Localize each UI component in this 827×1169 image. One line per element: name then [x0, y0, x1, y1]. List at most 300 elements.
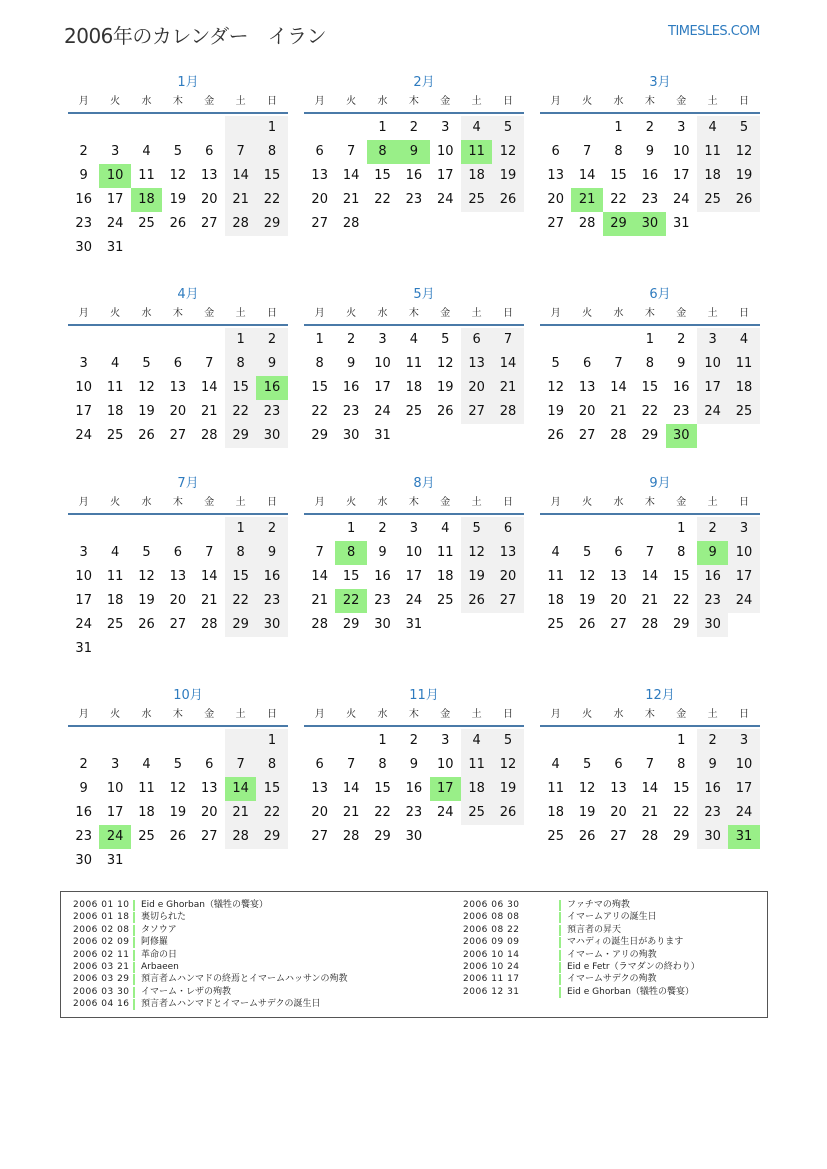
day-cell[interactable]: 26 — [461, 589, 492, 613]
day-cell[interactable]: 3 — [677, 120, 686, 135]
day-cell[interactable]: 6 — [315, 757, 324, 772]
day-cell[interactable]: 20 — [610, 593, 627, 608]
day-cell[interactable]: 18 — [436, 569, 454, 584]
day-cell[interactable]: 12 — [138, 380, 155, 395]
day-cell[interactable]: 28 — [641, 829, 659, 844]
day-cell[interactable]: 30 — [75, 240, 92, 255]
day-cell[interactable]: 28 — [578, 216, 596, 231]
day-cell[interactable]: 26 — [436, 404, 454, 419]
day-cell[interactable]: 13 — [578, 380, 596, 395]
day-cell[interactable]: 26 — [578, 617, 596, 632]
day-cell[interactable]: 1 — [256, 116, 287, 140]
day-cell[interactable]: 6 — [492, 517, 523, 541]
day-cell[interactable]: 19 — [436, 380, 454, 395]
day-cell[interactable]: 28 — [342, 216, 360, 231]
day-cell[interactable]: 14 — [641, 781, 659, 796]
day-cell[interactable]: 11 — [405, 356, 423, 371]
day-cell[interactable]: 15 — [225, 565, 256, 589]
day-cell[interactable]: 19 — [138, 593, 155, 608]
day-cell[interactable]: 29 — [342, 617, 360, 632]
day-cell[interactable]: 29 — [374, 829, 391, 844]
day-cell[interactable]: 1 — [378, 733, 387, 748]
day-cell[interactable]: 14 — [311, 569, 328, 584]
day-cell[interactable]: 26 — [492, 801, 523, 825]
day-cell[interactable]: 21 — [342, 192, 360, 207]
day-cell[interactable]: 10 — [697, 352, 728, 376]
day-cell[interactable]: 23 — [256, 589, 287, 613]
day-cell[interactable]: 3 — [409, 521, 418, 536]
day-cell[interactable]: 10 — [75, 569, 92, 584]
day-cell[interactable]: 28 — [311, 617, 328, 632]
day-cell[interactable]: 15 — [610, 168, 627, 183]
day-cell[interactable]: 10 — [106, 781, 124, 796]
day-cell[interactable]: 7 — [346, 144, 356, 159]
day-cell[interactable]: 18 — [138, 805, 155, 820]
day-cell[interactable]: 4 — [697, 116, 728, 140]
day-cell[interactable]: 27 — [169, 617, 187, 632]
day-cell[interactable]: 15 — [672, 569, 690, 584]
day-cell[interactable]: 7 — [315, 545, 324, 560]
day-cell[interactable]: 4 — [461, 116, 492, 140]
day-cell[interactable]: 1 — [225, 328, 256, 352]
day-cell[interactable]: 15 — [256, 164, 287, 188]
day-cell[interactable]: 23 — [405, 805, 423, 820]
day-cell[interactable]: 26 — [138, 428, 155, 443]
day-cell[interactable]: 4 — [409, 332, 418, 347]
day-cell[interactable]: 24 — [728, 589, 759, 613]
day-cell[interactable]: 22 — [672, 805, 690, 820]
day-cell[interactable]: 20 — [578, 404, 596, 419]
day-cell[interactable]: 7 — [205, 545, 214, 560]
day-cell[interactable]: 25 — [461, 188, 492, 212]
day-cell[interactable]: 23 — [641, 192, 659, 207]
day-cell[interactable]: 20 — [547, 192, 564, 207]
holiday-day-cell[interactable]: 21 — [571, 188, 602, 212]
day-cell[interactable]: 16 — [641, 168, 659, 183]
day-cell[interactable]: 16 — [342, 380, 360, 395]
day-cell[interactable]: 30 — [405, 829, 423, 844]
day-cell[interactable]: 8 — [315, 356, 324, 371]
day-cell[interactable]: 5 — [582, 757, 592, 772]
day-cell[interactable]: 12 — [169, 781, 187, 796]
day-cell[interactable]: 29 — [672, 617, 690, 632]
day-cell[interactable]: 13 — [311, 168, 328, 183]
day-cell[interactable]: 4 — [728, 328, 759, 352]
day-cell[interactable]: 30 — [697, 825, 728, 849]
day-cell[interactable]: 10 — [75, 380, 92, 395]
day-cell[interactable]: 22 — [225, 589, 256, 613]
day-cell[interactable]: 15 — [256, 777, 287, 801]
day-cell[interactable]: 18 — [547, 805, 564, 820]
day-cell[interactable]: 18 — [461, 777, 492, 801]
day-cell[interactable]: 1 — [346, 521, 356, 536]
day-cell[interactable]: 13 — [200, 168, 218, 183]
day-cell[interactable]: 30 — [75, 853, 92, 868]
day-cell[interactable]: 31 — [106, 853, 124, 868]
day-cell[interactable]: 29 — [225, 424, 256, 448]
day-cell[interactable]: 14 — [225, 164, 256, 188]
day-cell[interactable]: 21 — [200, 593, 218, 608]
day-cell[interactable]: 4 — [461, 729, 492, 753]
day-cell[interactable]: 13 — [169, 569, 187, 584]
day-cell[interactable]: 15 — [641, 380, 659, 395]
day-cell[interactable]: 1 — [614, 120, 623, 135]
day-cell[interactable]: 5 — [173, 144, 182, 159]
day-cell[interactable]: 15 — [225, 376, 256, 400]
day-cell[interactable]: 10 — [728, 541, 759, 565]
day-cell[interactable]: 3 — [728, 517, 759, 541]
day-cell[interactable]: 26 — [138, 617, 155, 632]
day-cell[interactable]: 25 — [138, 829, 155, 844]
day-cell[interactable]: 25 — [106, 617, 124, 632]
day-cell[interactable]: 1 — [677, 521, 686, 536]
day-cell[interactable]: 28 — [200, 617, 218, 632]
day-cell[interactable]: 22 — [374, 192, 391, 207]
day-cell[interactable]: 27 — [169, 428, 187, 443]
day-cell[interactable]: 2 — [645, 120, 654, 135]
day-cell[interactable]: 23 — [697, 589, 728, 613]
day-cell[interactable]: 7 — [225, 140, 256, 164]
day-cell[interactable]: 2 — [346, 332, 356, 347]
day-cell[interactable]: 29 — [256, 825, 287, 849]
day-cell[interactable]: 8 — [378, 757, 387, 772]
day-cell[interactable]: 20 — [169, 593, 187, 608]
day-cell[interactable]: 27 — [311, 216, 328, 231]
day-cell[interactable]: 5 — [142, 545, 151, 560]
day-cell[interactable]: 17 — [374, 380, 391, 395]
day-cell[interactable]: 17 — [436, 168, 454, 183]
holiday-day-cell[interactable]: 18 — [131, 188, 162, 212]
day-cell[interactable]: 26 — [169, 829, 187, 844]
day-cell[interactable]: 12 — [461, 541, 492, 565]
day-cell[interactable]: 27 — [492, 589, 523, 613]
day-cell[interactable]: 9 — [409, 757, 418, 772]
day-cell[interactable]: 13 — [610, 569, 627, 584]
day-cell[interactable]: 31 — [374, 428, 391, 443]
day-cell[interactable]: 18 — [405, 380, 423, 395]
day-cell[interactable]: 24 — [75, 428, 92, 443]
day-cell[interactable]: 26 — [578, 829, 596, 844]
day-cell[interactable]: 4 — [110, 356, 120, 371]
holiday-day-cell[interactable]: 9 — [697, 541, 728, 565]
day-cell[interactable]: 27 — [610, 617, 627, 632]
day-cell[interactable]: 28 — [200, 428, 218, 443]
day-cell[interactable]: 5 — [551, 356, 560, 371]
day-cell[interactable]: 28 — [225, 825, 256, 849]
day-cell[interactable]: 29 — [311, 428, 328, 443]
day-cell[interactable]: 15 — [672, 781, 690, 796]
day-cell[interactable]: 21 — [311, 593, 328, 608]
holiday-day-cell[interactable]: 30 — [666, 424, 697, 448]
day-cell[interactable]: 2 — [409, 120, 418, 135]
day-cell[interactable]: 24 — [75, 617, 92, 632]
day-cell[interactable]: 17 — [106, 805, 124, 820]
day-cell[interactable]: 17 — [728, 777, 759, 801]
day-cell[interactable]: 30 — [256, 424, 287, 448]
day-cell[interactable]: 24 — [436, 805, 454, 820]
day-cell[interactable]: 19 — [728, 164, 759, 188]
day-cell[interactable]: 2 — [677, 332, 686, 347]
day-cell[interactable]: 22 — [374, 805, 391, 820]
day-cell[interactable]: 9 — [79, 781, 88, 796]
day-cell[interactable]: 20 — [200, 805, 218, 820]
day-cell[interactable]: 18 — [106, 593, 124, 608]
day-cell[interactable]: 7 — [614, 356, 623, 371]
day-cell[interactable]: 19 — [492, 164, 523, 188]
day-cell[interactable]: 20 — [610, 805, 627, 820]
day-cell[interactable]: 17 — [75, 404, 92, 419]
day-cell[interactable]: 28 — [492, 400, 523, 424]
day-cell[interactable]: 14 — [200, 569, 218, 584]
day-cell[interactable]: 8 — [677, 757, 686, 772]
day-cell[interactable]: 12 — [436, 356, 454, 371]
day-cell[interactable]: 23 — [75, 829, 92, 844]
day-cell[interactable]: 16 — [75, 192, 92, 207]
day-cell[interactable]: 6 — [551, 144, 560, 159]
day-cell[interactable]: 12 — [492, 140, 523, 164]
holiday-day-cell[interactable]: 11 — [461, 140, 492, 164]
day-cell[interactable]: 25 — [461, 801, 492, 825]
day-cell[interactable]: 19 — [461, 565, 492, 589]
day-cell[interactable]: 23 — [405, 192, 423, 207]
day-cell[interactable]: 2 — [79, 144, 88, 159]
day-cell[interactable]: 22 — [672, 593, 690, 608]
day-cell[interactable]: 28 — [610, 428, 627, 443]
day-cell[interactable]: 11 — [138, 168, 155, 183]
holiday-day-cell[interactable]: 22 — [335, 589, 366, 613]
day-cell[interactable]: 18 — [547, 593, 564, 608]
day-cell[interactable]: 9 — [79, 168, 88, 183]
day-cell[interactable]: 7 — [346, 757, 356, 772]
day-cell[interactable]: 15 — [374, 168, 391, 183]
day-cell[interactable]: 10 — [728, 753, 759, 777]
holiday-day-cell[interactable]: 8 — [335, 541, 366, 565]
day-cell[interactable]: 24 — [697, 400, 728, 424]
day-cell[interactable]: 18 — [728, 376, 759, 400]
day-cell[interactable]: 27 — [200, 216, 218, 231]
day-cell[interactable]: 1 — [256, 729, 287, 753]
day-cell[interactable]: 19 — [138, 404, 155, 419]
day-cell[interactable]: 12 — [578, 569, 596, 584]
day-cell[interactable]: 1 — [225, 517, 256, 541]
day-cell[interactable]: 22 — [641, 404, 659, 419]
day-cell[interactable]: 27 — [311, 829, 328, 844]
holiday-day-cell[interactable]: 17 — [430, 777, 461, 801]
day-cell[interactable]: 3 — [697, 328, 728, 352]
day-cell[interactable]: 2 — [697, 729, 728, 753]
day-cell[interactable]: 8 — [256, 140, 287, 164]
day-cell[interactable]: 25 — [405, 404, 423, 419]
day-cell[interactable]: 30 — [374, 617, 391, 632]
holiday-day-cell[interactable]: 16 — [256, 376, 287, 400]
day-cell[interactable]: 14 — [610, 380, 627, 395]
day-cell[interactable]: 15 — [374, 781, 391, 796]
day-cell[interactable]: 21 — [225, 188, 256, 212]
day-cell[interactable]: 3 — [378, 332, 387, 347]
day-cell[interactable]: 8 — [614, 144, 623, 159]
day-cell[interactable]: 5 — [492, 729, 523, 753]
day-cell[interactable]: 16 — [374, 569, 391, 584]
day-cell[interactable]: 2 — [256, 517, 287, 541]
day-cell[interactable]: 11 — [436, 545, 454, 560]
day-cell[interactable]: 7 — [645, 545, 654, 560]
day-cell[interactable]: 19 — [169, 805, 187, 820]
day-cell[interactable]: 20 — [169, 404, 187, 419]
day-cell[interactable]: 6 — [173, 356, 182, 371]
day-cell[interactable]: 13 — [461, 352, 492, 376]
day-cell[interactable]: 28 — [225, 212, 256, 236]
day-cell[interactable]: 29 — [225, 613, 256, 637]
day-cell[interactable]: 3 — [110, 757, 120, 772]
holiday-day-cell[interactable]: 14 — [225, 777, 256, 801]
day-cell[interactable]: 4 — [441, 521, 450, 536]
day-cell[interactable]: 16 — [75, 805, 92, 820]
holiday-day-cell[interactable]: 29 — [603, 212, 634, 236]
day-cell[interactable]: 27 — [610, 829, 627, 844]
day-cell[interactable]: 23 — [256, 400, 287, 424]
day-cell[interactable]: 8 — [256, 753, 287, 777]
day-cell[interactable]: 2 — [79, 757, 88, 772]
day-cell[interactable]: 3 — [728, 729, 759, 753]
day-cell[interactable]: 7 — [582, 144, 592, 159]
day-cell[interactable]: 10 — [374, 356, 391, 371]
day-cell[interactable]: 19 — [547, 404, 564, 419]
day-cell[interactable]: 31 — [672, 216, 690, 231]
day-cell[interactable]: 4 — [142, 144, 151, 159]
day-cell[interactable]: 18 — [697, 164, 728, 188]
day-cell[interactable]: 28 — [641, 617, 659, 632]
day-cell[interactable]: 19 — [169, 192, 187, 207]
day-cell[interactable]: 1 — [378, 120, 387, 135]
day-cell[interactable]: 5 — [492, 116, 523, 140]
day-cell[interactable]: 5 — [441, 332, 450, 347]
day-cell[interactable]: 30 — [342, 428, 360, 443]
day-cell[interactable]: 9 — [677, 356, 686, 371]
day-cell[interactable]: 10 — [436, 144, 454, 159]
day-cell[interactable]: 17 — [106, 192, 124, 207]
site-logo[interactable]: TIMESLES.COM — [668, 24, 760, 39]
day-cell[interactable]: 30 — [697, 613, 728, 637]
day-cell[interactable]: 29 — [641, 428, 659, 443]
day-cell[interactable]: 5 — [728, 116, 759, 140]
day-cell[interactable]: 19 — [578, 593, 596, 608]
day-cell[interactable]: 27 — [461, 400, 492, 424]
day-cell[interactable]: 9 — [645, 144, 654, 159]
day-cell[interactable]: 21 — [342, 805, 360, 820]
day-cell[interactable]: 14 — [578, 168, 596, 183]
day-cell[interactable]: 9 — [697, 753, 728, 777]
day-cell[interactable]: 7 — [492, 328, 523, 352]
day-cell[interactable]: 11 — [461, 753, 492, 777]
day-cell[interactable]: 7 — [645, 757, 654, 772]
day-cell[interactable]: 31 — [75, 641, 92, 656]
day-cell[interactable]: 18 — [106, 404, 124, 419]
day-cell[interactable]: 22 — [256, 801, 287, 825]
day-cell[interactable]: 22 — [610, 192, 627, 207]
day-cell[interactable]: 2 — [378, 521, 387, 536]
day-cell[interactable]: 5 — [173, 757, 182, 772]
day-cell[interactable]: 14 — [641, 569, 659, 584]
day-cell[interactable]: 3 — [441, 733, 450, 748]
day-cell[interactable]: 26 — [492, 188, 523, 212]
day-cell[interactable]: 5 — [461, 517, 492, 541]
day-cell[interactable]: 23 — [672, 404, 690, 419]
day-cell[interactable]: 22 — [311, 404, 328, 419]
day-cell[interactable]: 3 — [79, 356, 88, 371]
day-cell[interactable]: 6 — [461, 328, 492, 352]
day-cell[interactable]: 23 — [342, 404, 360, 419]
day-cell[interactable]: 21 — [200, 404, 218, 419]
day-cell[interactable]: 18 — [461, 164, 492, 188]
day-cell[interactable]: 15 — [311, 380, 328, 395]
holiday-day-cell[interactable]: 10 — [99, 164, 130, 188]
day-cell[interactable]: 2 — [409, 733, 418, 748]
day-cell[interactable]: 16 — [697, 777, 728, 801]
day-cell[interactable]: 24 — [374, 404, 391, 419]
day-cell[interactable]: 28 — [342, 829, 360, 844]
day-cell[interactable]: 25 — [138, 216, 155, 231]
day-cell[interactable]: 6 — [173, 545, 182, 560]
day-cell[interactable]: 15 — [342, 569, 360, 584]
day-cell[interactable]: 26 — [169, 216, 187, 231]
day-cell[interactable]: 6 — [315, 144, 324, 159]
day-cell[interactable]: 20 — [311, 192, 328, 207]
day-cell[interactable]: 11 — [697, 140, 728, 164]
day-cell[interactable]: 14 — [342, 781, 360, 796]
day-cell[interactable]: 13 — [169, 380, 187, 395]
holiday-day-cell[interactable]: 9 — [398, 140, 429, 164]
day-cell[interactable]: 12 — [728, 140, 759, 164]
day-cell[interactable]: 2 — [697, 517, 728, 541]
day-cell[interactable]: 24 — [672, 192, 690, 207]
day-cell[interactable]: 4 — [142, 757, 151, 772]
day-cell[interactable]: 11 — [728, 352, 759, 376]
day-cell[interactable]: 11 — [138, 781, 155, 796]
day-cell[interactable]: 21 — [225, 801, 256, 825]
day-cell[interactable]: 17 — [405, 569, 423, 584]
day-cell[interactable]: 2 — [256, 328, 287, 352]
day-cell[interactable]: 3 — [441, 120, 450, 135]
day-cell[interactable]: 4 — [551, 757, 560, 772]
day-cell[interactable]: 16 — [672, 380, 690, 395]
day-cell[interactable]: 14 — [342, 168, 360, 183]
day-cell[interactable]: 14 — [200, 380, 218, 395]
day-cell[interactable]: 16 — [405, 781, 423, 796]
day-cell[interactable]: 17 — [75, 593, 92, 608]
day-cell[interactable]: 8 — [225, 541, 256, 565]
day-cell[interactable]: 13 — [200, 781, 218, 796]
holiday-day-cell[interactable]: 24 — [99, 825, 130, 849]
day-cell[interactable]: 7 — [225, 753, 256, 777]
holiday-day-cell[interactable]: 31 — [728, 825, 759, 849]
day-cell[interactable]: 24 — [436, 192, 454, 207]
day-cell[interactable]: 6 — [582, 356, 592, 371]
day-cell[interactable]: 27 — [200, 829, 218, 844]
day-cell[interactable]: 19 — [578, 805, 596, 820]
day-cell[interactable]: 4 — [551, 545, 560, 560]
day-cell[interactable]: 24 — [106, 216, 124, 231]
day-cell[interactable]: 25 — [697, 188, 728, 212]
day-cell[interactable]: 17 — [697, 376, 728, 400]
day-cell[interactable]: 26 — [547, 428, 564, 443]
day-cell[interactable]: 31 — [405, 617, 423, 632]
day-cell[interactable]: 26 — [728, 188, 759, 212]
day-cell[interactable]: 31 — [106, 240, 124, 255]
day-cell[interactable]: 20 — [311, 805, 328, 820]
day-cell[interactable]: 25 — [106, 428, 124, 443]
day-cell[interactable]: 9 — [256, 541, 287, 565]
day-cell[interactable]: 22 — [225, 400, 256, 424]
